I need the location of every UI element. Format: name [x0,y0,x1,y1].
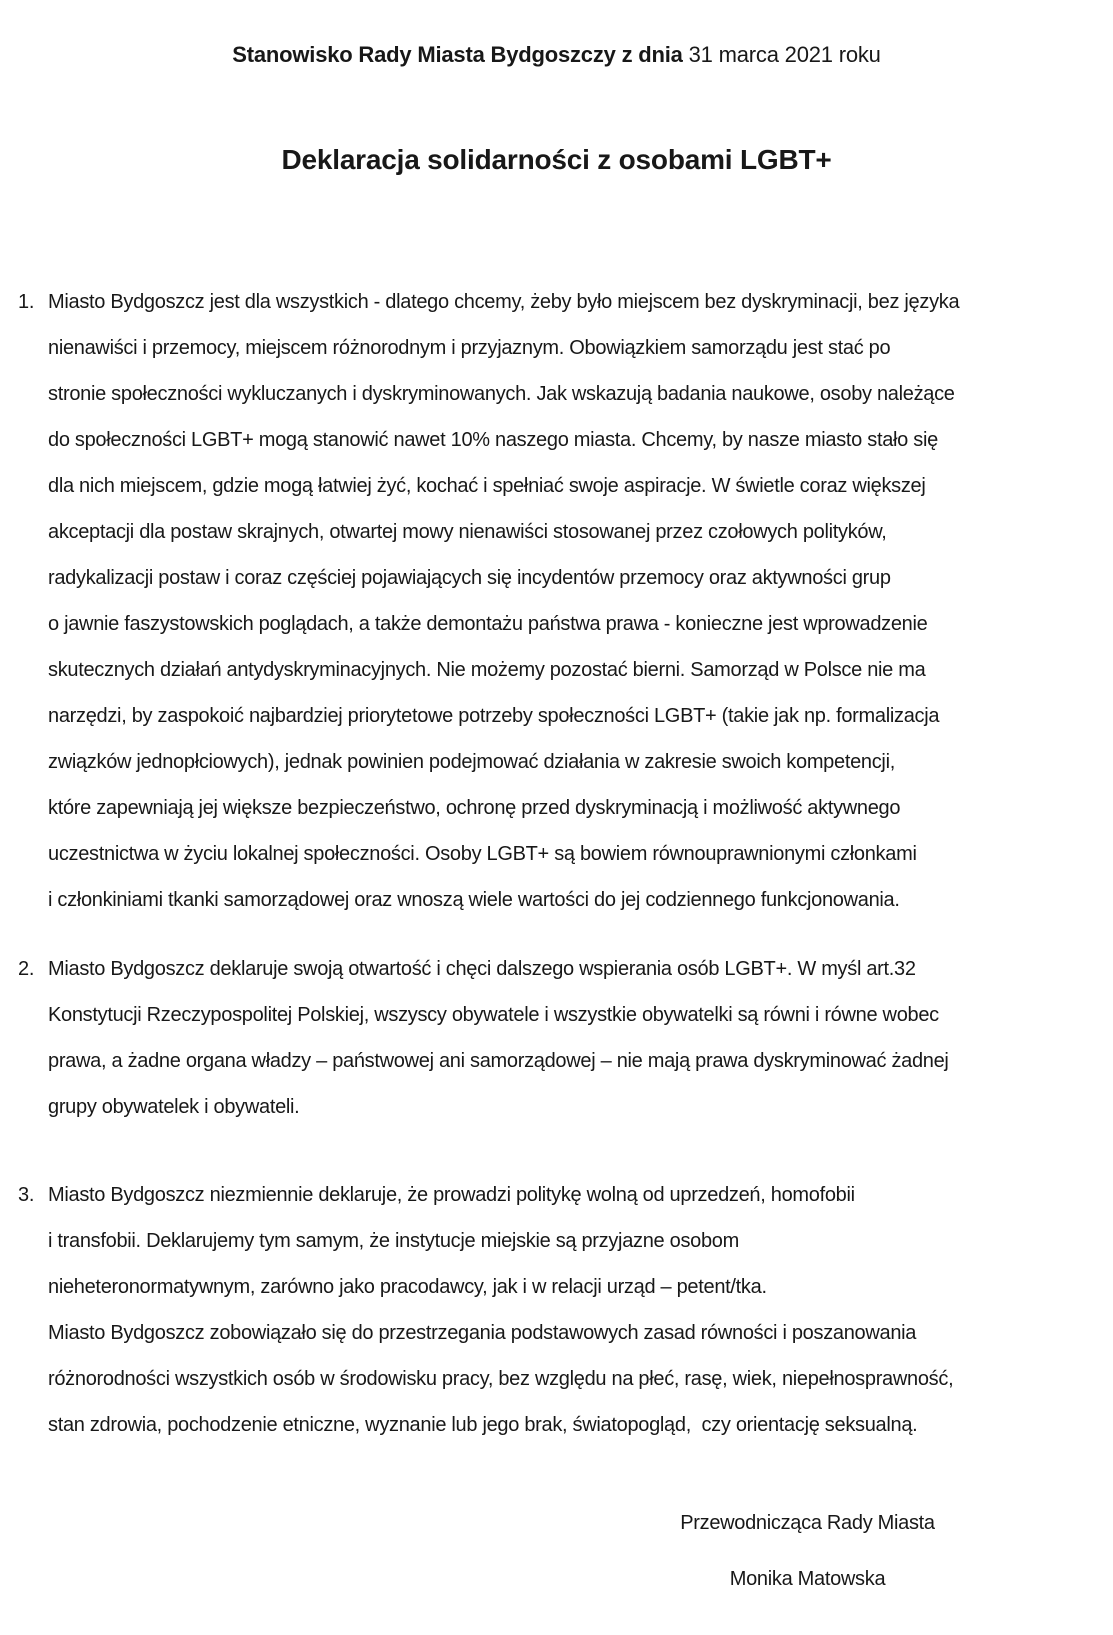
text-line: nieheteronormatywnym, zarówno jako pracodawcy, jak i w relacji urząd – petent/tka. [48,1275,767,1298]
document-header [0,40,1113,70]
paragraph-3 [18,1172,1106,1448]
list-number-2: 2. [18,957,35,980]
header-bold-text: Stanowisko Rady Miasta Bydgoszczy z dnia [232,42,683,67]
list-number-1: 1. [18,290,35,313]
text-line: i transfobii. Deklarujemy tym samym, że instytucje miejskie są przyjazne osobom [48,1229,739,1252]
text-line: dla nich miejscem, gdzie mogą łatwiej żyć, kochać i spełniać swoje aspiracje. W świetle coraz większej [48,474,926,497]
list-number-3: 3. [18,1183,35,1206]
paragraph-2-lines [48,946,1106,1130]
document-title: Deklaracja solidarności z osobami LGBT+ [281,144,832,175]
text-line: radykalizacji postaw i coraz częściej pojawiających się incydentów przemocy oraz aktywności grup [48,566,891,589]
text-line: akceptacji dla postaw skrajnych, otwartej mowy nienawiści stosowanej przez czołowych polityków, [48,520,887,543]
signature-block [625,1510,990,1592]
text-line: które zapewniają jej większe bezpieczeństwo, ochronę przed dyskryminacją i możliwość aktywnego [48,796,901,819]
text-line: uczestnictwa w życiu lokalnej społeczności. Osoby LGBT+ są bowiem równouprawnionymi członkami [48,842,917,865]
text-line: związków jednopłciowych), jednak powinien podejmować działania w zakresie swoich kompetencji, [48,750,895,773]
text-line: narzędzi, by zaspokoić najbardziej priorytetowe potrzeby społeczności LGBT+ (takie jak np. formalizacja [48,704,940,727]
text-line: do społeczności LGBT+ mogą stanowić nawet 10% naszego miasta. Chcemy, by nasze miasto stało się [48,428,938,451]
text-line: Konstytucji Rzeczypospolitej Polskiej, wszyscy obywatele i wszystkie obywatelki są równi i równe wobec [48,1003,939,1026]
text-line: różnorodności wszystkich osób w środowisku pracy, bez względu na płeć, rasę, wiek, niepełnosprawność, [48,1367,954,1390]
text-line: stan zdrowia, pochodzenie etniczne, wyznanie lub jego brak, światopogląd, czy orientację seksualną. [48,1413,918,1436]
text-line: grupy obywatelek i obywateli. [48,1095,300,1118]
text-line: skutecznych działań antydyskryminacyjnych. Nie możemy pozostać bierni. Samorząd w Polsce nie ma [48,658,926,681]
text-line: Miasto Bydgoszcz zobowiązało się do przestrzegania podstawowych zasad równości i poszanowania [48,1321,917,1344]
signature-role: Przewodnicząca Rady Miasta [680,1512,935,1534]
text-line: nienawiści i przemocy, miejscem różnorodnym i przyjaznym. Obowiązkiem samorządu jest stać po [48,336,891,359]
text-line: prawa, a żadne organa władzy – państwowej ani samorządowej – nie mają prawa dyskryminować żadnej [48,1049,949,1072]
signature-name: Monika Matowska [729,1568,886,1590]
text-line: i członkiniami tkanki samorządowej oraz wnoszą wiele wartości do jej codziennego funkcjonowania. [48,888,900,911]
text-line: Miasto Bydgoszcz niezmiennie deklaruje, że prowadzi politykę wolną od uprzedzeń, homofobii [48,1183,855,1206]
text-line: o jawnie faszystowskich poglądach, a także demontażu państwa prawa - konieczne jest wprowadzenie [48,612,928,635]
text-line: Miasto Bydgoszcz jest dla wszystkich - dlatego chcemy, żeby było miejscem bez dyskryminacji, bez języka [48,290,960,313]
text-line: stronie społeczności wykluczanych i dyskryminowanych. Jak wskazują badania naukowe, osoby należące [48,382,955,405]
paragraph-2 [18,946,1106,1130]
text-line: Miasto Bydgoszcz deklaruje swoją otwartość i chęci dalszego wspierania osób LGBT+. W myśl art.32 [48,957,916,980]
header-date-text: 31 marca 2021 roku [688,42,881,67]
paragraph-1 [18,279,1106,923]
paragraph-3-lines [48,1172,1106,1448]
paragraph-1-lines [48,279,1106,923]
